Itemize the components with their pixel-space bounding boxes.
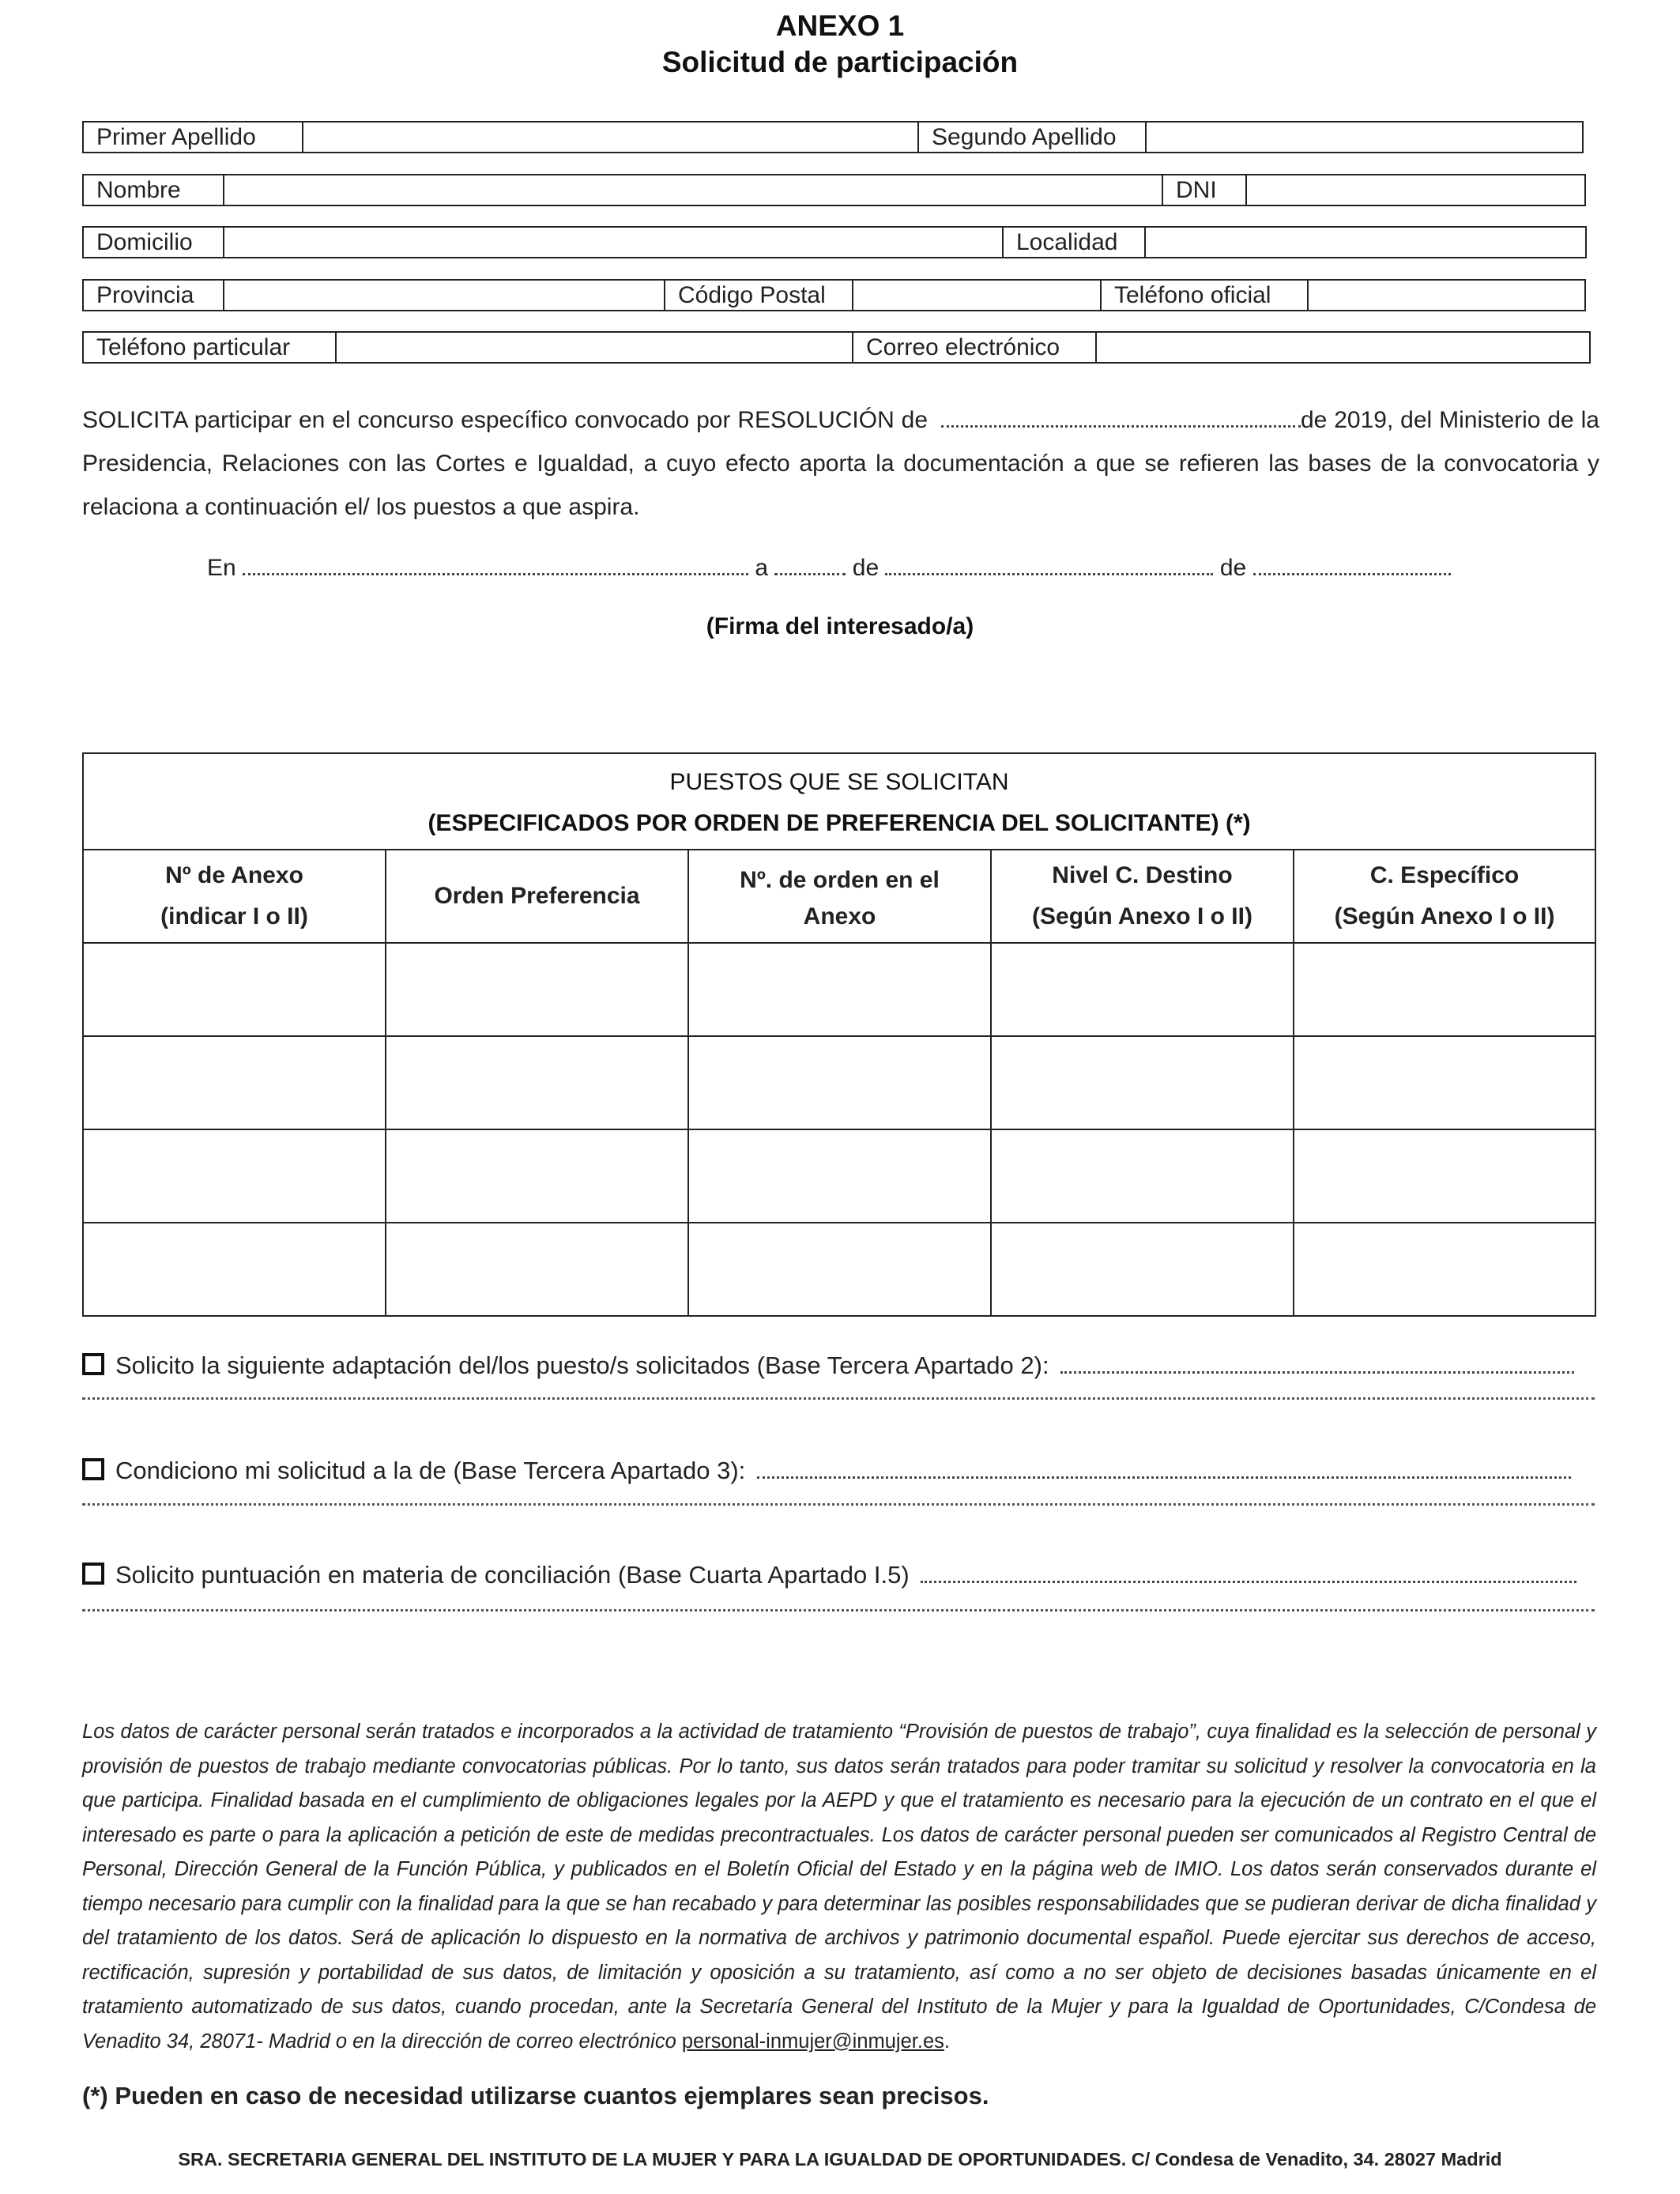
column-header-line: Nivel C. Destino [1052,862,1233,888]
label-dni: DNI [1162,175,1247,205]
place-prefix: En [207,555,236,581]
option-condiciono [82,1457,1595,1485]
table-cell[interactable] [1294,1036,1595,1129]
column-header-orden-preferencia [386,850,688,943]
column-header-line: (Según Anexo I o II) [1334,903,1555,929]
condiciono-continuation-line[interactable] [82,1503,1595,1506]
adaptacion-continuation-line[interactable] [82,1397,1595,1400]
positions-table [82,752,1596,1317]
adaptacion-checkbox[interactable] [82,1353,104,1375]
table-cell[interactable] [991,1129,1294,1223]
adaptacion-blank[interactable] [1060,1354,1574,1374]
table-row [83,1223,1595,1316]
positions-table-caption [83,753,1595,850]
column-header-nivel-destino [991,850,1294,943]
column-header-line: Anexo [803,903,876,929]
month-blank[interactable] [885,556,1213,575]
table-cell[interactable] [688,1036,991,1129]
table-cell[interactable] [688,1129,991,1223]
column-header-numero-orden [688,850,991,943]
row-domicilio [82,226,1587,258]
footer-address: SRA. SECRETARIA GENERAL DEL INSTITUTO DE LA MUJER Y PARA LA IGUALDAD DE OPORTUNIDADES. C/ Condesa de Venadito, 34. 28027 Madrid [178,2149,1502,2169]
table-row [83,943,1595,1036]
document-title: ANEXO 1 [775,9,905,42]
option-conciliacion [82,1561,1595,1589]
table-cell[interactable] [83,1223,386,1316]
table-cell[interactable] [386,1223,688,1316]
nombre-field[interactable] [224,175,1162,205]
table-cell[interactable] [688,1223,991,1316]
row-provincia [82,279,1586,311]
request-text-start: SOLICITA participar en el concurso específico convocado por RESOLUCIÓN de [82,407,929,433]
request-paragraph [82,398,1599,529]
row-telefono-particular [82,331,1591,364]
column-header-line: Nº de Anexo [165,862,303,888]
table-cell[interactable] [688,943,991,1036]
telefono-oficial-field[interactable] [1309,281,1584,310]
privacy-end: . [944,2030,950,2053]
dni-field[interactable] [1247,175,1584,205]
option-conciliacion-label: Solicito puntuación en materia de conciliación (Base Cuarta Apartado I.5) [115,1561,910,1589]
option-condiciono-label: Condiciono mi solicitud a la de (Base Tercera Apartado 3): [115,1457,746,1484]
day-blank[interactable] [774,556,846,575]
correo-electronico-field[interactable] [1097,333,1589,362]
column-header-line: Nº. de orden en el [740,867,940,893]
label-domicilio: Domicilio [84,228,224,257]
label-localidad: Localidad [1002,228,1146,257]
row-apellidos [82,121,1584,153]
request-text-end: de 2019, del Ministerio de la Presidencia, Relaciones con las Cortes e Igualdad, a cuyo efecto aporta la documentación a que se refieren las bases de la convocatoria y relaciona a continuación el/ los puestos a que aspira. [82,407,1599,520]
table-cell[interactable] [1294,943,1595,1036]
table-cell[interactable] [386,943,688,1036]
place-date-line [207,555,1451,582]
column-header-line: C. Específico [1369,862,1520,888]
conciliacion-blank[interactable] [921,1563,1576,1583]
privacy-text: Los datos de carácter personal serán tratados e incorporados a la actividad de tratamiento “Provisión de puestos de trabajo”, cuya finalidad es la selección de personal y provisión de puestos de trabajo mediante convocatorias públicas. Por lo tanto, sus datos serán tratados para poder tramitar su solicitud y resolver la convocatoria en la que participa. Finalidad basada en el cumplimiento de obligaciones legales por la AEPD y que el tratamiento es necesario para la ejecución de un contrato en el que el interesado es parte o para la aplicación a petición de este de medidas precontractuales. Los datos de carácter personal pueden ser comunicados al Registro Central de Personal, Dirección General de la Función Pública, y publicados en el Boletín Oficial del Estado y en la página web de IMIO. Los datos serán conservados durante el tiempo necesario para cumplir con la finalidad para la que se han recabado y para determinar las posibles responsabilidades que se pudieran derivar de dicha finalidad y del tratamiento de los datos. Será de aplicación lo dispuesto en la normativa de archivos y patrimonio documental español. Puede ejercitar sus derechos de acceso, rectificación, supresión y portabilidad de sus datos, de limitación y oposición a su tratamiento, así como a no ser objeto de decisiones basadas únicamente en el tratamiento automatizado de sus datos, cuando procedan, ante la Secretaría General del Instituto de la Mujer y para la Igualdad de Oportunidades, C/Condesa de Venadito 34, 28071- Madrid o en la dirección de correo electrónico [82,1721,1596,2053]
localidad-field[interactable] [1146,228,1585,257]
table-cell[interactable] [991,1223,1294,1316]
table-cell[interactable] [1294,1129,1595,1223]
positions-caption: PUESTOS QUE SE SOLICITAN [669,769,1009,795]
column-header-line: (Según Anexo I o II) [1032,903,1252,929]
label-telefono-oficial: Teléfono oficial [1100,281,1309,310]
signature-label: (Firma del interesado/a) [706,613,974,639]
label-correo-electronico: Correo electrónico [852,333,1097,362]
table-cell[interactable] [386,1036,688,1129]
table-row [83,1036,1595,1129]
table-cell[interactable] [991,943,1294,1036]
table-row [83,1129,1595,1223]
column-header-line: Orden Preferencia [434,883,640,909]
codigo-postal-field[interactable] [853,281,1100,310]
document-subtitle: Solicitud de participación [661,46,1019,78]
copies-note: (*) Pueden en caso de necesidad utilizarse cuantos ejemplares sean precisos. [82,2082,989,2109]
telefono-particular-field[interactable] [337,333,852,362]
provincia-field[interactable] [224,281,664,310]
column-header-c-especifico [1294,850,1595,943]
row-nombre [82,174,1586,206]
table-cell[interactable] [83,1129,386,1223]
label-provincia: Provincia [84,281,224,310]
column-header-line: (indicar I o II) [160,903,308,929]
option-adaptacion [82,1351,1595,1380]
label-telefono-particular: Teléfono particular [84,333,337,362]
label-nombre: Nombre [84,175,224,205]
option-adaptacion-label: Solicito la siguiente adaptación del/los puesto/s solicitados (Base Tercera Apartado 2): [115,1351,1049,1379]
table-cell[interactable] [386,1129,688,1223]
year-prefix: de [1219,555,1247,581]
conciliacion-checkbox[interactable] [82,1563,104,1585]
resolution-date-blank[interactable] [941,408,1301,428]
place-blank[interactable] [243,556,748,575]
month-prefix: de [852,555,880,581]
privacy-email-link[interactable]: personal-inmujer@inmujer.es [681,2030,944,2053]
column-header-anexo [83,850,386,943]
table-cell[interactable] [991,1036,1294,1129]
segundo-apellido-field[interactable] [1147,123,1582,152]
condiciono-blank[interactable] [757,1459,1571,1479]
year-blank[interactable] [1253,556,1451,575]
conciliacion-continuation-line[interactable] [82,1609,1595,1612]
label-codigo-postal: Código Postal [664,281,853,310]
privacy-notice [82,1715,1596,2059]
domicilio-field[interactable] [224,228,1002,257]
table-cell[interactable] [83,1036,386,1129]
label-primer-apellido: Primer Apellido [84,123,303,152]
positions-subcaption: (ESPECIFICADOS POR ORDEN DE PREFERENCIA DEL SOLICITANTE) (*) [428,810,1251,836]
day-prefix: a [755,555,769,581]
primer-apellido-field[interactable] [303,123,917,152]
table-cell[interactable] [1294,1223,1595,1316]
label-segundo-apellido: Segundo Apellido [917,123,1147,152]
condiciono-checkbox[interactable] [82,1458,104,1480]
table-cell[interactable] [83,943,386,1036]
